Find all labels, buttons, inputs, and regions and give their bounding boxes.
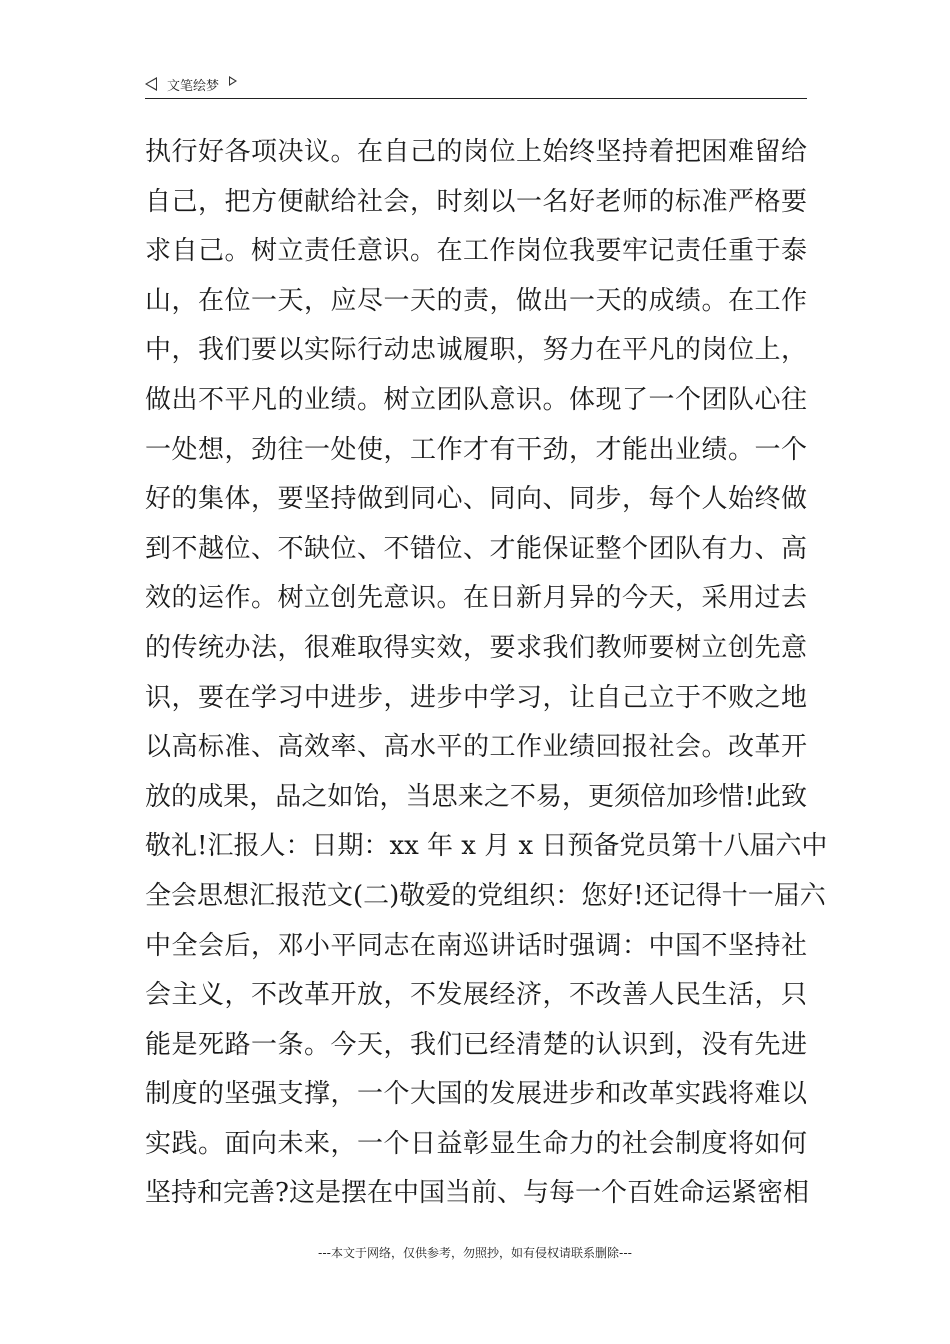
body-line: 制度的坚强支撑，一个大国的发展进步和改革实践将难以 <box>145 1079 807 1110</box>
document-body <box>145 128 828 1219</box>
body-line: 效的运作。树立创先意识。在日新月异的今天，采用过去 <box>145 583 807 614</box>
body-line: 中全会后，邓小平同志在南巡讲话时强调：中国不坚持社 <box>145 930 807 961</box>
body-line: 识，要在学习中进步，进步中学习，让自己立于不败之地 <box>145 682 807 713</box>
body-line: 敬礼!汇报人：日期：xx 年 x 月 x 日预备党员第十八届六中 <box>145 831 828 862</box>
header-title: 文笔绘梦 <box>167 78 220 94</box>
body-line: 全会思想汇报范文(二)敬爱的党组织：您好!还记得十一届六 <box>145 880 826 911</box>
page-footer: ---本文于网络，仅供参考，勿照抄，如有侵权请联系删除--- <box>318 1246 632 1260</box>
body-line: 实践。面向未来，一个日益彰显生命力的社会制度将如何 <box>145 1128 807 1159</box>
body-line: 执行好各项决议。在自己的岗位上始终坚持着把困难留给 <box>145 137 807 167</box>
body-line: 的传统办法，很难取得实效，要求我们教师要树立创先意 <box>145 632 807 663</box>
triangle-left-icon <box>145 77 157 91</box>
body-line: 到不越位、不缺位、不错位、才能保证整个团队有力、高 <box>145 533 807 564</box>
body-line: 以高标准、高效率、高水平的工作业绩回报社会。改革开 <box>145 732 807 763</box>
body-line: 能是死路一条。今天，我们已经清楚的认识到，没有先进 <box>145 1029 807 1060</box>
body-line: 求自己。树立责任意识。在工作岗位我要牢记责任重于泰 <box>145 236 807 267</box>
body-line: 会主义，不改革开放，不发展经济，不改善人民生活，只 <box>145 980 807 1011</box>
page-header <box>145 74 807 99</box>
body-line: 自己，把方便献给社会，时刻以一名好老师的标准严格要 <box>145 186 807 217</box>
body-line: 放的成果，品之如饴，当思来之不易，更须倍加珍惜!此致 <box>145 781 807 812</box>
body-line: 好的集体，要坚持做到同心、同向、同步，每个人始终做 <box>145 484 807 515</box>
body-line: 中，我们要以实际行动忠诚履职，努力在平凡的岗位上， <box>145 335 807 366</box>
body-line: 做出不平凡的业绩。树立团队意识。体现了一个团队心往 <box>145 384 807 415</box>
header-title-group <box>145 74 237 94</box>
triangle-right-icon <box>229 76 237 86</box>
body-line: 山，在位一天，应尽一天的责，做出一天的成绩。在工作 <box>145 285 807 316</box>
body-line: 坚持和完善?这是摆在中国当前、与每一个百姓命运紧密相 <box>145 1178 809 1209</box>
body-line: 一处想，劲往一处使，工作才有干劲，才能出业绩。一个 <box>145 434 807 465</box>
